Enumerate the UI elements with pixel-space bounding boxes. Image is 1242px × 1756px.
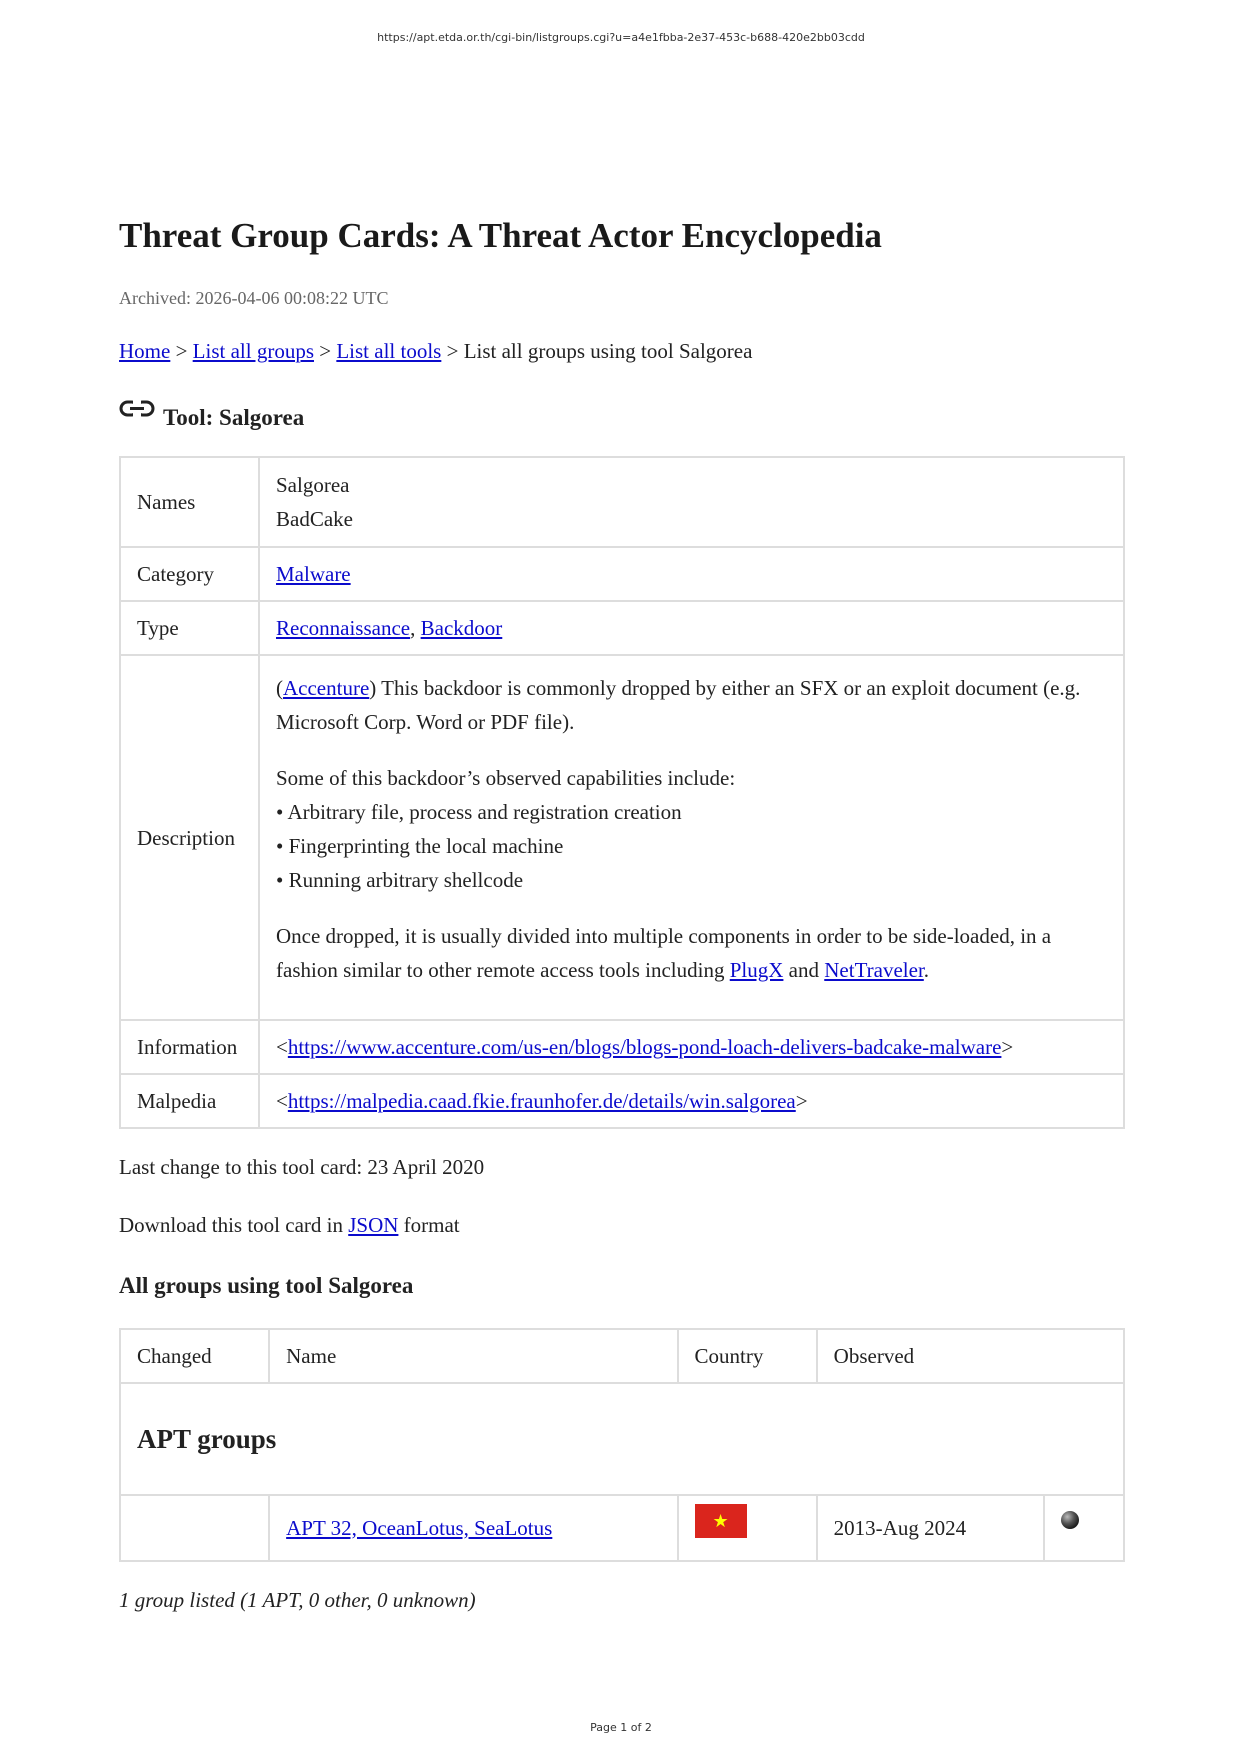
category-link[interactable]: Malware [276, 562, 351, 586]
table-row [120, 1495, 1124, 1561]
breadcrumb [119, 337, 1123, 365]
plugx-link[interactable]: PlugX [729, 957, 784, 982]
archived-timestamp: Archived: 2026-04-06 00:08:22 UTC [119, 288, 389, 308]
groups-summary: 1 group listed (1 APT, 0 other, 0 unknown) [119, 1588, 476, 1612]
description-paragraph [276, 761, 1107, 897]
capability-item: • Running arbitrary shellcode [276, 867, 524, 892]
capability-item: • Arbitrary file, process and registration creation [276, 799, 682, 824]
name-item: BadCake [276, 507, 353, 531]
breadcrumb-current: List all groups using tool Salgorea [463, 339, 753, 363]
angle-open: < [276, 1089, 288, 1113]
group-link-apt32[interactable]: APT 32, OceanLotus, SeaLotus [286, 1515, 553, 1540]
row-country [678, 1495, 817, 1561]
angle-close: > [1001, 1035, 1014, 1059]
groups-header-row [120, 1329, 1124, 1383]
row-changed [120, 1495, 269, 1561]
header-observed: Observed [817, 1329, 1124, 1383]
desc-text: and [783, 957, 825, 982]
angle-close: > [795, 1089, 808, 1113]
names-label: Names [120, 457, 259, 547]
apt-section-heading: APT groups [120, 1383, 1124, 1495]
breadcrumb-separator: > [441, 339, 464, 363]
description-label: Description [120, 655, 259, 1020]
malpedia-row [120, 1074, 1124, 1128]
tool-heading-text: Tool: Salgorea [163, 405, 305, 430]
header-changed: Changed [120, 1329, 269, 1383]
page-title: Threat Group Cards: A Threat Actor Encyclopedia [119, 216, 882, 255]
link-icon [119, 399, 155, 421]
vietnam-flag-icon: ★ [695, 1504, 747, 1538]
category-value [259, 547, 1124, 601]
json-download-link[interactable]: JSON [348, 1213, 399, 1237]
names-value [259, 457, 1124, 547]
type-link-reconnaissance[interactable]: Reconnaissance [276, 616, 411, 640]
description-value [259, 655, 1124, 1020]
accenture-link[interactable]: Accenture [283, 675, 370, 700]
malpedia-label: Malpedia [120, 1074, 259, 1128]
information-row [120, 1020, 1124, 1074]
breadcrumb-separator: > [314, 339, 337, 363]
category-label: Category [120, 547, 259, 601]
nettraveler-link[interactable]: NetTraveler [824, 957, 924, 982]
category-row [120, 547, 1124, 601]
header-name: Name [269, 1329, 677, 1383]
row-observed: 2013-Aug 2024 [817, 1495, 1044, 1561]
capabilities-intro: Some of this backdoor’s observed capabilities include: [276, 765, 736, 790]
desc-text: Once dropped, it is usually divided into multiple components in order to be side-loaded, in a fashion similar to other remote access tools including [276, 923, 1052, 982]
type-row [120, 601, 1124, 655]
breadcrumb-separator: > [170, 339, 193, 363]
information-label: Information [120, 1020, 259, 1074]
row-name [269, 1495, 677, 1561]
angle-open: < [276, 1035, 288, 1059]
breadcrumb-tools-link[interactable]: List all tools [336, 339, 442, 363]
description-paragraph [276, 671, 1107, 739]
type-label: Type [120, 601, 259, 655]
black-ball-icon [1061, 1511, 1079, 1529]
type-value [259, 601, 1124, 655]
last-change: Last change to this tool card: 23 April 2020 [119, 1155, 485, 1179]
tool-heading [119, 403, 1123, 433]
apt-section-row [120, 1383, 1124, 1495]
tool-card-table [119, 456, 1125, 1129]
capability-item: • Fingerprinting the local machine [276, 833, 564, 858]
type-link-backdoor[interactable]: Backdoor [420, 616, 503, 640]
page-number: Page 1 of 2 [590, 1721, 652, 1734]
groups-table [119, 1328, 1125, 1562]
row-status [1044, 1495, 1124, 1561]
page-url-header: https://apt.etda.or.th/cgi-bin/listgroups.cgi?u=a4e1fbba-2e37-453c-b688-420e2bb03cdd [377, 31, 865, 44]
description-paragraph [276, 919, 1107, 987]
header-country: Country [678, 1329, 817, 1383]
desc-paren: ( [276, 675, 283, 700]
information-link[interactable]: https://www.accenture.com/us-en/blogs/blogs-pond-loach-delivers-badcake-malware [287, 1035, 1002, 1059]
download-line [119, 1211, 1123, 1239]
desc-text: . [923, 957, 930, 982]
name-item: Salgorea [276, 473, 350, 497]
desc-text: ) This backdoor is commonly dropped by either an SFX or an exploit document (e.g. Microsoft Corp. Word or PDF file). [276, 675, 1081, 734]
malpedia-link[interactable]: https://malpedia.caad.fkie.fraunhofer.de/details/win.salgorea [287, 1089, 796, 1113]
names-row [120, 457, 1124, 547]
description-row [120, 655, 1124, 1020]
groups-heading: All groups using tool Salgorea [119, 1273, 414, 1298]
type-separator: , [410, 616, 421, 640]
information-value [259, 1020, 1124, 1074]
breadcrumb-groups-link[interactable]: List all groups [192, 339, 314, 363]
download-text: format [398, 1213, 460, 1237]
breadcrumb-home-link[interactable]: Home [119, 339, 171, 363]
download-text: Download this tool card in [119, 1213, 349, 1237]
main-content [119, 212, 1123, 1614]
malpedia-value [259, 1074, 1124, 1128]
